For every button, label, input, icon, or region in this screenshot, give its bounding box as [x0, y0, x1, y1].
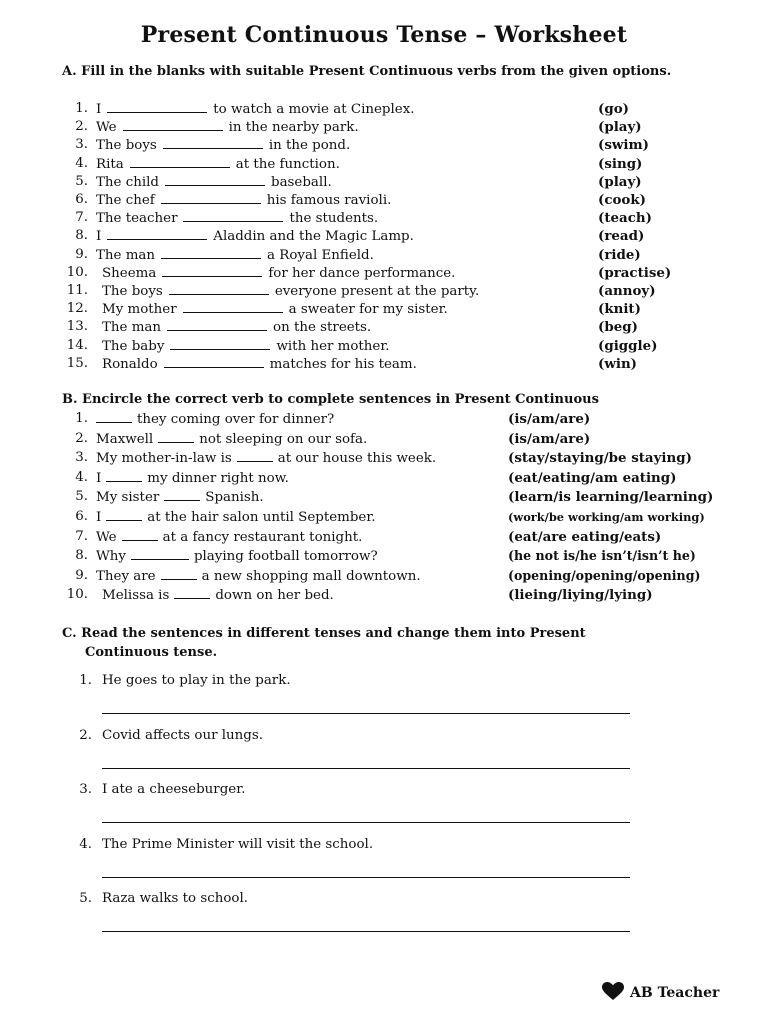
- fill-blank: [107, 100, 207, 113]
- sentence-start: My sister: [96, 490, 160, 506]
- item-sentence: [102, 282, 479, 301]
- item-sentence: I ate a cheeseburger.: [102, 782, 246, 797]
- footer-brand-label: AB Teacher: [630, 985, 720, 1001]
- sentence-end: they coming over for dinner?: [137, 412, 335, 427]
- sentence-start: We: [96, 529, 117, 545]
- item-number: 9.: [75, 567, 88, 583]
- verb-option: (cook): [598, 192, 646, 208]
- section-c-item: [0, 781, 768, 799]
- verb-options: (work/be working/am working): [508, 510, 705, 524]
- item-sentence: [96, 227, 414, 246]
- section-a-item: [0, 282, 768, 300]
- verb-option: (annoy): [598, 283, 656, 299]
- sentence-end: in the pond.: [268, 138, 351, 154]
- fill-blank: [183, 209, 283, 222]
- verb-options: (stay/staying/be staying): [508, 450, 692, 467]
- item-number: 3.: [79, 782, 92, 797]
- section-c-item: [0, 672, 768, 690]
- section-a-heading: A. Fill in the blanks with suitable Present Continuous verbs from the given options.: [62, 64, 672, 79]
- sentence-start: Maxwell: [96, 431, 154, 447]
- sentence-start: My mother-in-law is: [96, 451, 232, 467]
- answer-line[interactable]: [102, 768, 630, 769]
- item-sentence: [96, 118, 359, 137]
- item-number: 5.: [75, 173, 88, 189]
- fill-blank: [174, 586, 210, 599]
- sentence-start: Rita: [96, 156, 124, 172]
- item-number: 8.: [75, 548, 88, 564]
- answer-line[interactable]: [102, 713, 630, 714]
- section-a-item: [0, 173, 768, 191]
- verb-option: (giggle): [598, 337, 658, 354]
- sentence-start: The teacher: [96, 211, 178, 227]
- item-sentence: [96, 155, 340, 174]
- section-b-item: [0, 567, 768, 585]
- section-b-item: [0, 430, 768, 448]
- sentence-start: Ronaldo: [102, 356, 158, 372]
- answer-line[interactable]: [102, 822, 630, 823]
- sentence-start: I: [96, 510, 102, 525]
- sentence-start: Sheema: [102, 265, 157, 281]
- section-c-heading-line2: Continuous tense.: [85, 645, 218, 660]
- item-number: 9.: [75, 246, 88, 262]
- verb-option: (play): [598, 173, 642, 190]
- section-b-heading: B. Encircle the correct verb to complete sentences in Present Continuous: [62, 392, 599, 407]
- sentence-start: My mother: [102, 302, 177, 318]
- section-c-item: [0, 727, 768, 745]
- verb-option: (sing): [598, 155, 643, 172]
- footer-brand: [602, 982, 719, 1001]
- fill-blank: [106, 508, 142, 521]
- section-c-item: [0, 836, 768, 854]
- fill-blank: [164, 355, 264, 368]
- item-sentence: [96, 136, 350, 155]
- sentence-end: everyone present at the party.: [274, 284, 480, 299]
- section-b-item: [0, 528, 768, 546]
- sentence-end: to watch a movie at Cineplex.: [213, 102, 415, 117]
- item-sentence: [96, 449, 436, 468]
- fill-blank: [163, 136, 263, 149]
- section-c-item: [0, 890, 768, 908]
- fill-blank: [170, 337, 270, 350]
- section-a-item: [0, 209, 768, 227]
- item-sentence: [96, 567, 421, 586]
- item-number: 13.: [66, 319, 88, 335]
- sentence-start: Melissa is: [102, 588, 170, 604]
- item-number: 1.: [75, 411, 88, 426]
- sentence-end: playing football tomorrow?: [193, 549, 378, 565]
- verb-option: (teach): [598, 210, 652, 227]
- item-number: 1.: [75, 101, 88, 116]
- verb-option: (go): [598, 101, 629, 117]
- section-a-item: [0, 355, 768, 373]
- sentence-end: Spanish.: [205, 490, 264, 506]
- item-number: 8.: [75, 228, 88, 244]
- item-sentence: [96, 430, 367, 449]
- sentence-start: The baby: [102, 338, 165, 354]
- verb-option: (practise): [598, 264, 672, 281]
- item-number: 6.: [75, 192, 88, 207]
- sentence-start: They are: [96, 568, 156, 584]
- answer-line[interactable]: [102, 931, 630, 932]
- item-number: 7.: [75, 528, 88, 544]
- item-sentence: [102, 300, 448, 319]
- sentence-end: matches for his team.: [269, 356, 417, 372]
- fill-blank: [161, 246, 261, 259]
- sentence-start: The man: [102, 320, 162, 336]
- sentence-end: a Royal Enfield.: [267, 247, 374, 263]
- fill-blank: [167, 318, 267, 331]
- item-number: 10.: [66, 587, 88, 603]
- sentence-end: at the function.: [235, 156, 340, 172]
- heart-icon: [602, 982, 624, 1001]
- fill-blank: [131, 547, 189, 560]
- item-number: 2.: [75, 430, 88, 446]
- item-number: 4.: [79, 836, 92, 852]
- fill-blank: [162, 264, 262, 277]
- section-a-item: [0, 337, 768, 355]
- fill-blank: [161, 191, 261, 204]
- section-c-heading-line1: C. Read the sentences in different tenses and change them into Present: [62, 626, 586, 641]
- fill-blank: [107, 227, 207, 240]
- verb-options: (eat/are eating/eats): [508, 528, 662, 545]
- sentence-start: I: [96, 470, 102, 486]
- sentence-end: with her mother.: [276, 338, 390, 354]
- item-sentence: [102, 318, 371, 337]
- item-number: 4.: [75, 155, 88, 171]
- section-b-item: [0, 469, 768, 487]
- item-sentence: [96, 100, 415, 119]
- fill-blank: [122, 528, 158, 541]
- verb-option: (play): [598, 119, 642, 136]
- fill-blank: [130, 155, 230, 168]
- sentence-end: in the nearby park.: [228, 120, 359, 136]
- fill-blank: [158, 430, 194, 443]
- verb-options: (is/am/are): [508, 411, 591, 427]
- sentence-end: down on her bed.: [215, 588, 334, 604]
- verb-options: (learn/is learning/learning): [508, 489, 714, 506]
- section-b-item: [0, 488, 768, 506]
- sentence-end: Aladdin and the Magic Lamp.: [213, 229, 414, 245]
- item-sentence: Covid affects our lungs.: [102, 727, 263, 743]
- item-sentence: [96, 173, 332, 192]
- verb-option: (win): [598, 355, 638, 372]
- sentence-end: at the hair salon until September.: [147, 510, 376, 525]
- item-sentence: [102, 264, 455, 283]
- sentence-start: The chef: [96, 193, 155, 208]
- sentence-start: I: [96, 102, 102, 117]
- item-number: 5.: [75, 489, 88, 505]
- section-a-item: [0, 136, 768, 154]
- section-b-item: [0, 449, 768, 467]
- sentence-start: The boys: [96, 138, 157, 154]
- item-number: 12.: [66, 301, 88, 317]
- sentence-end: on the streets.: [273, 320, 372, 336]
- item-sentence: [96, 246, 374, 265]
- item-number: 6.: [75, 509, 88, 524]
- item-number: 15.: [66, 355, 88, 371]
- fill-blank: [123, 118, 223, 131]
- item-sentence: [96, 469, 289, 488]
- item-number: 2.: [75, 119, 88, 135]
- fill-blank: [164, 488, 200, 501]
- item-sentence: [102, 586, 334, 605]
- section-b-item: [0, 586, 768, 604]
- verb-option: (swim): [598, 137, 649, 154]
- verb-option: (beg): [598, 319, 638, 336]
- item-number: 14.: [66, 337, 88, 353]
- item-sentence: Raza walks to school.: [102, 891, 248, 906]
- sentence-start: We: [96, 120, 117, 136]
- verb-options: (opening/opening/opening): [508, 567, 701, 583]
- fill-blank: [237, 449, 273, 462]
- page-title: Present Continuous Tense – Worksheet: [140, 22, 628, 48]
- item-sentence: [102, 355, 417, 374]
- item-sentence: The Prime Minister will visit the school.: [102, 836, 374, 852]
- item-number: 2.: [79, 727, 92, 743]
- item-sentence: [96, 547, 378, 566]
- verb-options: (eat/eating/am eating): [508, 469, 677, 486]
- fill-blank: [96, 410, 132, 423]
- item-number: 4.: [75, 469, 88, 485]
- sentence-end: baseball.: [271, 174, 332, 190]
- verb-options: (is/am/are): [508, 430, 591, 447]
- sentence-start: The man: [96, 247, 156, 263]
- sentence-end: for her dance performance.: [268, 265, 456, 281]
- section-a-item: [0, 318, 768, 336]
- item-sentence: [102, 337, 390, 356]
- section-a-item: [0, 118, 768, 136]
- item-sentence: [96, 410, 334, 429]
- section-a-item: [0, 246, 768, 264]
- fill-blank: [161, 567, 197, 580]
- sentence-end: the students.: [289, 211, 379, 227]
- item-number: 1.: [79, 673, 92, 688]
- section-b-item: [0, 547, 768, 565]
- sentence-end: at our house this week.: [277, 451, 437, 467]
- section-a-item: [0, 300, 768, 318]
- verb-option: (read): [598, 228, 645, 245]
- item-sentence: [96, 191, 391, 210]
- item-number: 3.: [75, 450, 88, 466]
- section-a-item: [0, 100, 768, 118]
- item-number: 5.: [79, 891, 92, 906]
- section-b-item: [0, 410, 768, 428]
- item-sentence: [96, 508, 376, 527]
- section-a-item: [0, 155, 768, 173]
- verb-options: (lieing/liying/lying): [508, 587, 653, 604]
- section-a-item: [0, 227, 768, 245]
- verb-option: (knit): [598, 301, 641, 318]
- sentence-end: a new shopping mall downtown.: [201, 568, 421, 584]
- sentence-end: at a fancy restaurant tonight.: [162, 529, 363, 545]
- section-a-item: [0, 264, 768, 282]
- sentence-end: not sleeping on our sofa.: [199, 431, 368, 447]
- sentence-start: The boys: [102, 284, 163, 299]
- item-number: 10.: [66, 264, 88, 280]
- sentence-start: I: [96, 229, 102, 245]
- fill-blank: [106, 469, 142, 482]
- sentence-start: Why: [96, 549, 126, 565]
- sentence-end: a sweater for my sister.: [288, 302, 448, 318]
- item-sentence: [96, 528, 362, 547]
- verb-options: (he not is/he isn’t/isn’t he): [508, 548, 696, 564]
- item-number: 11.: [66, 283, 88, 298]
- sentence-end: my dinner right now.: [147, 470, 289, 486]
- item-number: 3.: [75, 137, 88, 153]
- fill-blank: [165, 173, 265, 186]
- item-sentence: He goes to play in the park.: [102, 673, 291, 688]
- sentence-end: his famous ravioli.: [266, 193, 392, 208]
- fill-blank: [183, 300, 283, 313]
- fill-blank: [169, 282, 269, 295]
- verb-option: (ride): [598, 246, 641, 263]
- sentence-start: The child: [96, 174, 159, 190]
- item-number: 7.: [75, 210, 88, 226]
- section-b-item: [0, 508, 768, 526]
- answer-line[interactable]: [102, 877, 630, 878]
- section-a-item: [0, 191, 768, 209]
- item-sentence: [96, 209, 378, 228]
- item-sentence: [96, 488, 264, 507]
